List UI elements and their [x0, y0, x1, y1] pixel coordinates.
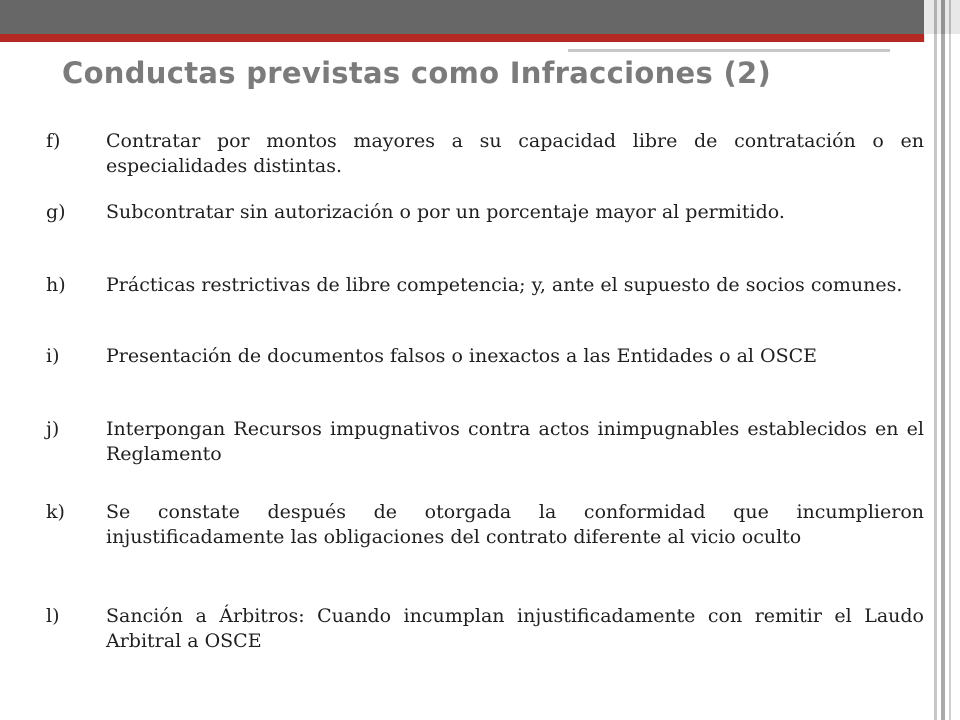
item-text: Interpongan Recursos impugnativos contra actos inimpugnables establecidos en el Reglamento: [106, 418, 924, 465]
list-item: [46, 500, 924, 550]
slide-title: Conductas previstas como Infracciones (2): [62, 56, 772, 90]
item-text: Subcontratar sin autorización o por un porcentaje mayor al permitido.: [106, 201, 785, 223]
item-letter: i): [46, 345, 60, 367]
list-item: [46, 344, 924, 369]
item-letter: k): [46, 501, 65, 523]
item-letter: g): [46, 201, 66, 223]
item-letter: f): [46, 130, 61, 152]
list-item: [46, 129, 924, 179]
list-item: [46, 200, 924, 225]
item-text: Sanción a Árbitros: Cuando incumplan injustificadamente con remitir el Laudo Arbitral a OSCE: [106, 605, 924, 652]
item-text: Contratar por montos mayores a su capacidad libre de contratación o en especialidades distintas.: [106, 130, 924, 177]
item-letter: h): [46, 274, 66, 296]
list-item: [46, 417, 924, 467]
item-letter: l): [46, 605, 60, 627]
item-letter: j): [46, 418, 60, 440]
list-item: [46, 273, 924, 298]
list-item: [46, 604, 924, 654]
item-text: Se constate después de otorgada la conformidad que incumplieron injustificadamente las obligaciones del contrato diferente al vicio oculto: [106, 501, 924, 548]
item-text: Prácticas restrictivas de libre competencia; y, ante el supuesto de socios comunes.: [106, 274, 903, 296]
item-text: Presentación de documentos falsos o inexactos a las Entidades o al OSCE: [106, 345, 818, 367]
